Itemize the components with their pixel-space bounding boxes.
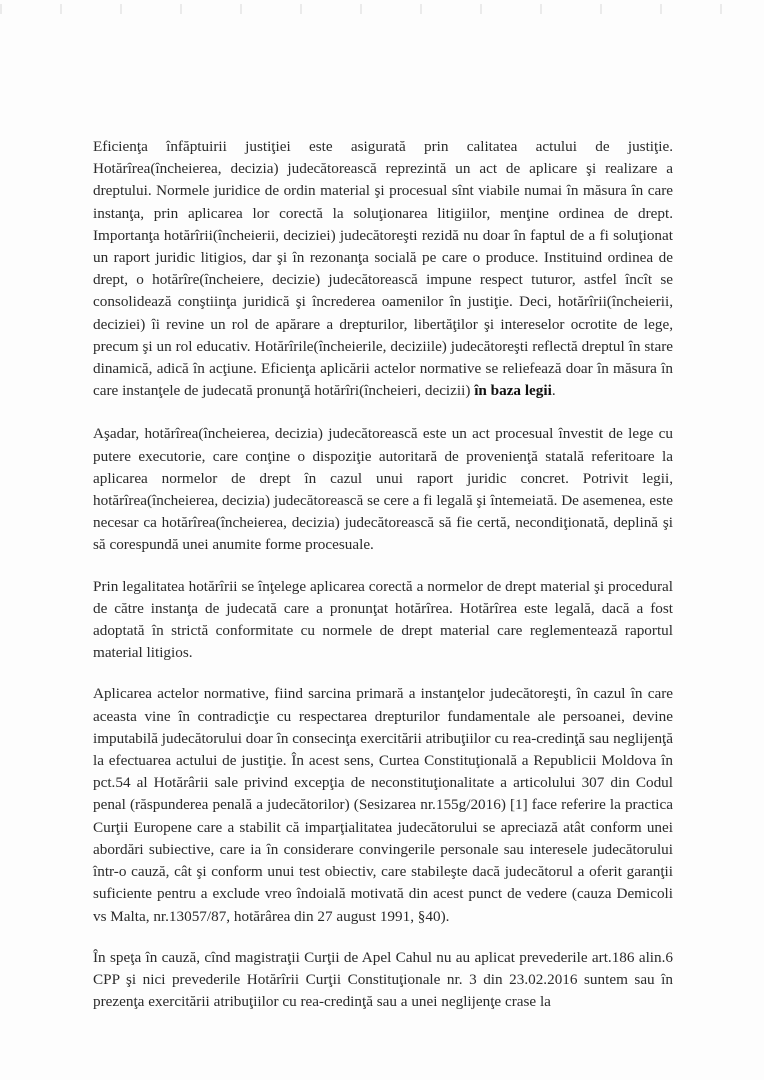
paragraph-tail: .: [551, 382, 556, 400]
paragraph-text: Eficienţa înfăptuirii justiţiei este asigurată prin calitatea actului de justiţie. Hotărîrea(încheierea, decizia) judecătorească reprezintă un act de aplicare şi realizare a dreptului. Normele juridice de ordin material şi procesual sînt viabile numai în măsura în care instanţa, prin aplicarea lor corectă la soluţionarea litigiilor, menţine ordinea de drept. Importanţa hotărîrii(încheierii, deciziei) judecătoreşti rezidă nu doar în faptul de a fi soluţionat un raport juridic litigios, dar şi în rezonanţa socială pe care o produce. Instituind ordinea de drept, o hotărîre(încheiere, decizie) judecătorească impune respect tuturor, astfel încît se consolidează conştiinţa juridică şi încrederea oamenilor în justiţie. Deci, hotărîrii(încheierii, deciziei) îi revine un rol de apărare a drepturilor, libertăţilor şi intereselor ocrotite de lege, precum şi un rol educativ. Hotărîrile(încheierile, deciziile) judecătoreşti reflectă dreptul în stare dinamică, adică în acţiune. Eficienţa aplicării actelor normative se reliefează doar în măsura în care instanţele de judecată pronunţă hotărîri(încheieri, decizii): [93, 138, 673, 400]
paragraph-case: În speţa în cauză, cînd magistraţii Curţii de Apel Cahul nu au aplicat prevederile art.186 alin.6 CPP şi nici prevederile Hotărîrii Curţii Constituţionale nr. 3 din 23.02.2016 suntem sau în prezenţa exercitării atribuţiilor cu rea-credinţă sau a unei neglijenţe crase la: [93, 948, 673, 1011]
scan-header-artifact: [0, 4, 764, 14]
paragraph-efficiency: [93, 136, 673, 402]
paragraph-legality: Prin legalitatea hotărîrii se înţelege aplicarea corectă a normelor de drept material şi procedural de către instanţa de judecată care a pronunţat hotărîrea. Hotărîrea este legală, dacă a fost adoptată în strictă conformitate cu normele de drept material care reglementează raportul material litigios.: [93, 577, 673, 662]
paragraph-definition: Aşadar, hotărîrea(încheierea, decizia) judecătorească este un act procesual învestit de lege cu putere executorie, care conţine o dispoziţie autoritară de provenienţă statală referitoare la aplicarea normelor de drept în cazul unui raport juridic concret. Potrivit legii, hotărîrea(încheierea, decizia) judecătorească se cere a fi legală şi întemeiată. De asemenea, este necesar ca hotărîrea(încheierea, decizia) judecătorească să fie certă, necondiţionată, deplină şi să corespundă unei anumite forme procesuale.: [93, 425, 673, 554]
document-body: [93, 136, 673, 1032]
paragraph-bold-phrase: în baza legii: [474, 382, 552, 400]
paragraph-normative-acts: Aplicarea actelor normative, fiind sarcina primară a instanţelor judecătoreşti, în cazul în care aceasta vine în contradicţie cu respectarea drepturilor fundamentale ale persoanei, devine imputabilă judecătorului doar în consecinţa exercitării atribuţiilor cu rea-credinţă sau neglijenţă la efectuarea actului de justiţie. În acest sens, Curtea Constituţională a Republicii Moldova în pct.54 al Hotărârii sale privind excepţia de neconstituţionalitate a articolului 307 din Codul penal (răspunderea penală a judecătorilor) (Sesizarea nr.155g/2016) [1] face referire la practica Curţii Europene care a stabilit că imparţialitatea judecătorului se apreciază atât conform unei abordări subiective, care ia în considerare convingerile personale sau interesele judecătorului într-o cauză, cât şi conform unui test obiectiv, care stabileşte dacă judecătorul a oferit garanţii suficiente pentru a exclude vreo îndoială motivată din acest punct de vedere (cauza Demicoli vs Malta, nr.13057/87, hotărârea din 27 august 1991, §40).: [93, 685, 673, 925]
